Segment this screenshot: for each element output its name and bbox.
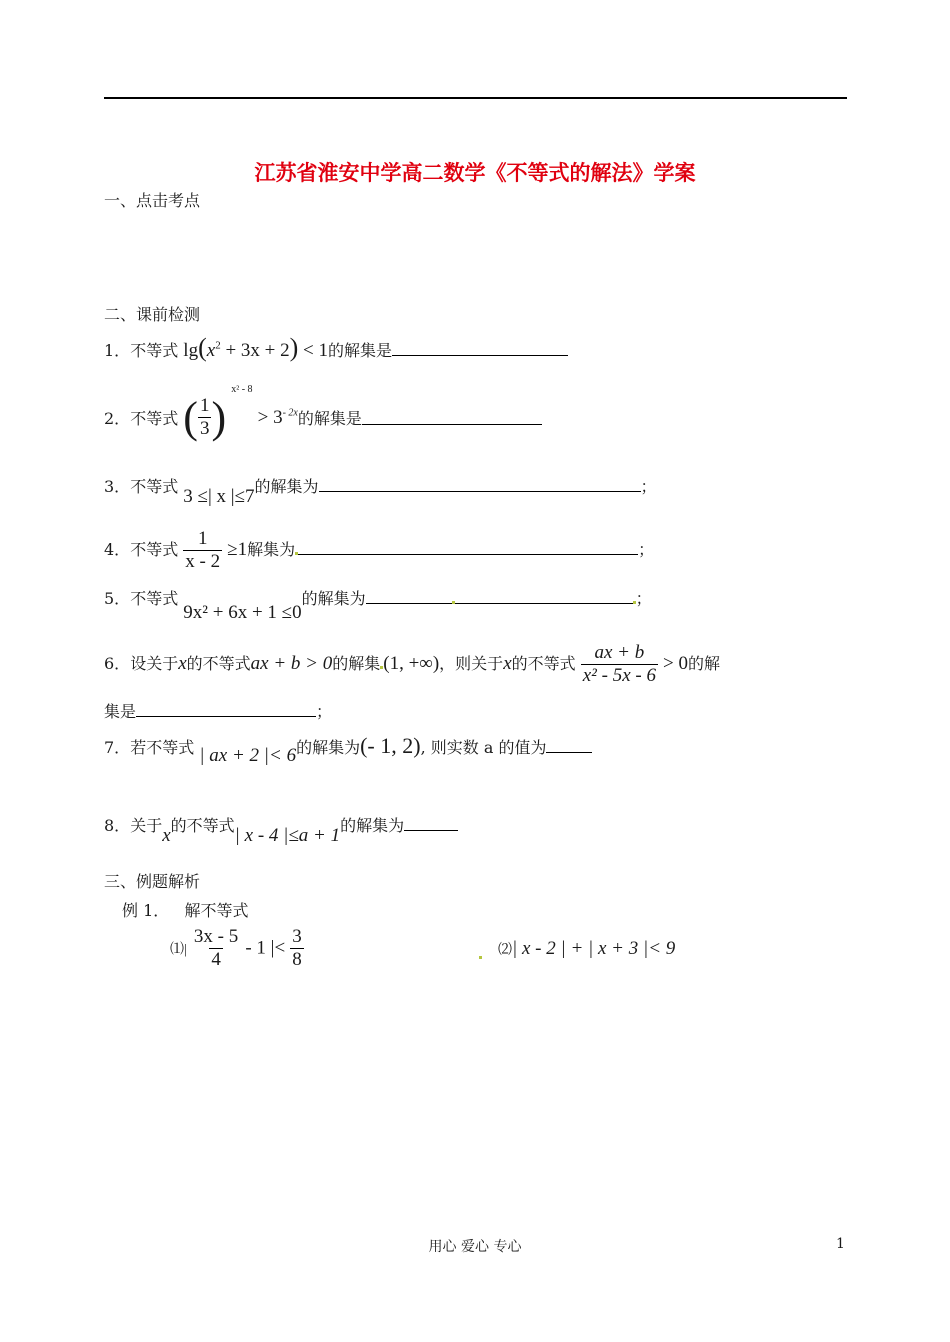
question-text: 不等式 [130,341,179,360]
math-rel: < 1 [298,340,329,361]
question-number: 7． [104,738,131,757]
question-text: 的解集为 [340,816,405,835]
question-text: 的不等式 [170,816,235,835]
question-text: 的不等式 [186,654,251,673]
math-expr: - 1 |< [245,937,286,959]
math-expr: | x - 2 | + | x + 3 |< 9 [512,938,676,959]
question-text-post: 解集为 [247,540,296,559]
punct: ； [635,589,652,608]
question-text: 若不等式 [130,738,195,757]
exponent: x² - 8 [231,384,253,395]
question-number: 8． [104,816,131,835]
math-expr: 9x² + 6x + 1 ≤0 [183,602,302,623]
question-3 [104,474,657,507]
section-heading-2: 二、课前检测 [104,305,201,324]
part-label: ⑵ [498,943,512,958]
question-text: 不等式 [130,540,179,559]
question-text: 不等式 [130,477,179,496]
answer-blank[interactable] [319,477,641,492]
math-expr: ax + b > 0 [250,653,333,674]
footer-motto: 用心 爱心 专心 [428,1239,522,1255]
example-task: 解不等式 [184,901,249,920]
math-expr: | x - 4 |≤a + 1 [234,825,341,846]
answer-blank[interactable] [546,738,592,753]
rhs-exponent: - 2x [282,407,298,419]
math-exp: 2 [215,339,221,352]
math-rel: ≥1 [227,539,248,560]
fraction: $\frac{1}{x - 2}$ [185,528,221,572]
page-number: 1 [836,1236,845,1252]
question-number: 4． [104,540,131,559]
math-rhs: > 3 [257,406,283,428]
header-rule [104,97,847,99]
question-text: ，则关于 [439,654,504,673]
answer-blank[interactable] [392,341,568,356]
math-interval: (1, +∞) [383,653,440,674]
math-expr: | ax + 2 |< 6 [199,745,297,766]
math-var: x [206,340,216,361]
example-label: 例 1． [122,901,170,920]
example-1-heading [122,898,249,921]
answer-blank[interactable] [298,540,638,555]
question-number: 5． [104,589,131,608]
question-text: 的不等式 [511,654,576,673]
part-label: ⑴| [170,942,187,958]
section-heading-3: 三、例题解析 [104,872,201,891]
question-7 [104,733,592,766]
answer-blank[interactable] [136,702,316,717]
answer-blank[interactable] [404,816,458,831]
section-heading-1: 一、点击考点 [104,191,201,210]
math-var: x [162,825,171,846]
document-title: 江苏省淮安中学高二数学《不等式的解法》学案 [254,161,696,185]
math-rel: > 0 [663,653,689,674]
question-text-post: 的解集为 [301,589,366,608]
fraction: $\frac{ax + b}{\text{x² - 5x - 6}}$ [582,642,656,686]
question-number: 3． [104,477,131,496]
math-expr: + 3x + 2 [220,340,290,361]
fraction-rhs: $\frac{3}{8}$ [292,926,302,970]
question-text: 的解 [688,654,721,673]
question-6 [104,642,720,687]
question-text: 不等式 [130,589,179,608]
question-text-post: 的解集为 [254,477,319,496]
answer-blank-2[interactable] [455,589,633,604]
question-8 [104,813,458,846]
question-text: , 则实数 a 的值为 [420,738,547,757]
answer-blank[interactable] [362,410,542,425]
question-2: 2．不等式 ( $\frac{1}{3}$ ) $^{x^2 - 8} > 3^{- 2x}$的解集是 [104,392,542,443]
math-var-2: x [503,653,512,674]
question-text: 关于 [130,816,163,835]
math-var: x [178,653,187,674]
question-number: 2． [104,409,131,428]
question-6-line-2 [104,699,332,722]
math-interval: (- 1, 2) [360,733,421,758]
punct: ； [640,477,657,496]
math-expr: 3 ≤| x |≤7 [183,486,255,507]
question-text-post: 的解集是 [297,409,362,428]
question-text: 的解集 [332,654,381,673]
fraction: $\frac{3x - 5}{4}$ [193,926,239,970]
question-5 [104,586,652,623]
question-text: 设关于 [130,654,179,673]
question-text: 的解集为 [296,738,361,757]
punct: ； [316,702,333,721]
question-number: 6． [104,654,131,673]
punct: ； [638,540,655,559]
example-part-2 [498,938,675,960]
math-lg: lg [183,340,199,361]
question-text: 集是 [104,702,137,721]
question-4 [104,528,654,573]
example-part-1 [170,926,304,971]
question-text-post: 的解集是 [328,341,393,360]
question-number: 1． [104,341,131,360]
question-text: 不等式 [130,409,179,428]
question-1: 1．不等式 $\lg(x^2 + 3x + 2) < 1$的解集是 [104,333,568,363]
fraction-one-third: $\frac{1}{3}$ [199,395,210,439]
answer-blank[interactable] [366,589,452,604]
